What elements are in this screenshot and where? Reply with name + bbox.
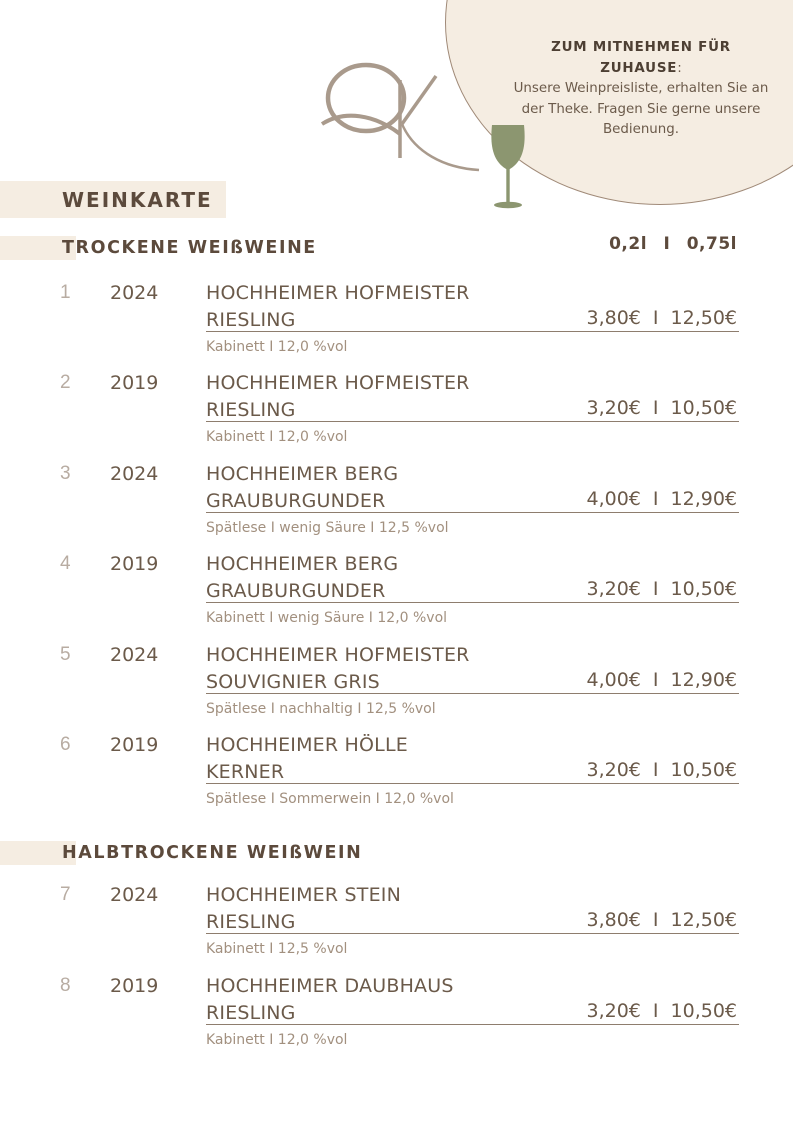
price-separator: I — [652, 578, 659, 600]
price-separator: I — [652, 307, 659, 329]
size-header — [609, 234, 737, 254]
wine-number: 4 — [60, 553, 71, 574]
wine-divider — [206, 331, 739, 332]
notice-title-suffix: : — [677, 60, 682, 76]
wine-name-line2: RIESLING — [206, 309, 296, 331]
wine-year: 2019 — [110, 372, 159, 394]
page-title: WEINKARTE — [62, 188, 213, 212]
wine-divider — [206, 1024, 739, 1025]
wine-details: Kabinett I 12,5 %vol — [206, 941, 348, 957]
wine-price — [587, 307, 738, 329]
wine-details: Spätlese I nachhaltig I 12,5 %vol — [206, 701, 436, 717]
wine-glass-icon — [488, 122, 528, 212]
size-small: 0,2l — [609, 234, 648, 254]
wine-number: 1 — [60, 282, 71, 303]
wine-details: Kabinett I 12,0 %vol — [206, 339, 348, 355]
price-small: 3,20€ — [586, 397, 641, 419]
wine-name-line1: HOCHHEIMER STEIN — [206, 884, 402, 906]
wine-name-line1: HOCHHEIMER BERG — [206, 553, 399, 575]
price-large: 10,50€ — [670, 578, 737, 600]
price-small: 4,00€ — [586, 669, 641, 691]
wine-details: Kabinett I 12,0 %vol — [206, 429, 348, 445]
price-separator: I — [652, 669, 659, 691]
section-title-off-dry-white: HALBTROCKENE WEIßWEIN — [62, 843, 363, 863]
wine-number: 8 — [60, 975, 71, 996]
wine-row — [0, 973, 793, 1053]
wine-number: 5 — [60, 644, 71, 665]
wine-year: 2024 — [110, 644, 159, 666]
wine-price — [587, 759, 738, 781]
wine-year: 2024 — [110, 282, 159, 304]
section-title-dry-white: TROCKENE WEIßWEINE — [62, 238, 317, 258]
wine-number: 3 — [60, 463, 71, 484]
wine-price — [587, 1000, 738, 1022]
wine-name-line2: KERNER — [206, 761, 285, 783]
notice-title: ZUM MITNEHMEN FÜR ZUHAUSE — [551, 40, 731, 76]
wine-name-line1: HOCHHEIMER HOFMEISTER — [206, 644, 470, 666]
wine-price — [587, 669, 738, 691]
wine-price — [587, 909, 738, 931]
wine-details: Kabinett I wenig Säure I 12,0 %vol — [206, 610, 448, 626]
wine-name-line1: HOCHHEIMER HOFMEISTER — [206, 282, 470, 304]
wine-name-line2: GRAUBURGUNDER — [206, 490, 386, 512]
price-large: 10,50€ — [670, 1000, 737, 1022]
price-separator: I — [652, 909, 659, 931]
wine-divider — [206, 933, 739, 934]
wine-row — [0, 551, 793, 631]
wine-number: 2 — [60, 372, 71, 393]
wine-name-line1: HOCHHEIMER HOFMEISTER — [206, 372, 470, 394]
price-small: 3,20€ — [586, 578, 641, 600]
wine-name-line1: HOCHHEIMER BERG — [206, 463, 399, 485]
wine-divider — [206, 783, 739, 784]
price-small: 4,00€ — [586, 488, 641, 510]
wine-divider — [206, 693, 739, 694]
price-small: 3,20€ — [586, 1000, 641, 1022]
wine-row — [0, 280, 793, 360]
wine-name-line1: HOCHHEIMER HÖLLE — [206, 734, 408, 756]
wine-number: 6 — [60, 734, 71, 755]
size-large: 0,75l — [686, 234, 737, 254]
wine-year: 2019 — [110, 734, 159, 756]
wine-row — [0, 732, 793, 812]
price-separator: I — [652, 1000, 659, 1022]
wine-year: 2019 — [110, 975, 159, 997]
price-large: 12,50€ — [670, 909, 737, 931]
wine-name-line2: GRAUBURGUNDER — [206, 580, 386, 602]
price-large: 12,50€ — [670, 307, 737, 329]
takeaway-notice — [512, 38, 770, 141]
price-large: 10,50€ — [670, 397, 737, 419]
wine-row — [0, 642, 793, 722]
wine-name-line2: RIESLING — [206, 911, 296, 933]
wine-price — [587, 578, 738, 600]
price-separator: I — [652, 488, 659, 510]
price-small: 3,80€ — [586, 307, 641, 329]
wine-price — [587, 488, 738, 510]
size-separator: I — [663, 234, 671, 254]
price-small: 3,20€ — [586, 759, 641, 781]
wine-year: 2024 — [110, 463, 159, 485]
price-large: 10,50€ — [670, 759, 737, 781]
wine-row — [0, 461, 793, 541]
wine-name-line1: HOCHHEIMER DAUBHAUS — [206, 975, 454, 997]
price-separator: I — [652, 759, 659, 781]
price-large: 12,90€ — [670, 669, 737, 691]
wine-year: 2024 — [110, 884, 159, 906]
wine-divider — [206, 602, 739, 603]
wine-name-line2: RIESLING — [206, 1002, 296, 1024]
wine-number: 7 — [60, 884, 71, 905]
wine-name-line2: RIESLING — [206, 399, 296, 421]
wine-details: Spätlese I Sommerwein I 12,0 %vol — [206, 791, 454, 807]
price-separator: I — [652, 397, 659, 419]
price-large: 12,90€ — [670, 488, 737, 510]
wine-year: 2019 — [110, 553, 159, 575]
wine-row — [0, 370, 793, 450]
wine-row — [0, 882, 793, 962]
wine-price — [587, 397, 738, 419]
wine-details: Kabinett I 12,0 %vol — [206, 1032, 348, 1048]
notice-text: Unsere Weinpreisliste, erhalten Sie an der Theke. Fragen Sie gerne unsere Bedienung. — [513, 81, 769, 137]
wine-divider — [206, 421, 739, 422]
wine-name-line2: SOUVIGNIER GRIS — [206, 671, 380, 693]
wine-details: Spätlese I wenig Säure I 12,5 %vol — [206, 520, 449, 536]
wine-divider — [206, 512, 739, 513]
price-small: 3,80€ — [586, 909, 641, 931]
qk-monogram-logo — [314, 52, 484, 174]
